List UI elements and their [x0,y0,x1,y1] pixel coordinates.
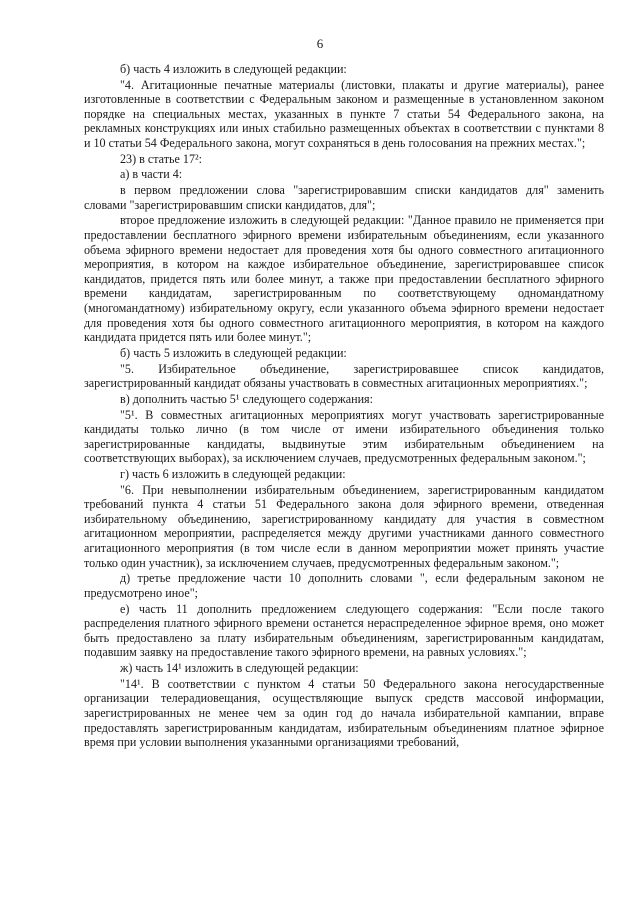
paragraph-amendment-e-part-11: е) часть 11 дополнить предложением следующего содержания: "Если после такого распределения платного эфирного времени останется нераспределенное эфирное время, оно может быть предоставлено за плату избирательным объединениям, зарегистрированным кандидатам, подавшим заявку на предоставление такого эфирного времени, на равных условиях."; [84,601,604,660]
paragraph-second-sentence: второе предложение изложить в следующей редакции: "Данное правило не применяется при предоставлении бесплатного эфирного времени избирательным объединениям, если указанного объема эфирного времени недостает для проведения хотя бы одного совместного агитационного мероприятия, в котором на каждое избирательное объединение, зарегистрировавшее список кандидатов, придется пять или более минут, а также при предоставлении бесплатного эфирного времени кандидатам, зарегистрированным по соответствующему одномандатному (многомандатному) избирательному округу, если указанного объема эфирного времени недостает для проведения хотя бы одного совместного агитационного мероприятия, в котором на каждого кандидата придется пять или более минут."; [84,213,604,345]
page-number: 6 [316,36,324,51]
paragraph-part-5-text: "5. Избирательное объединение, зарегистрировавшее список кандидатов, зарегистрированный кандидат обязаны участвовать в совместных агитационных мероприятиях."; [84,361,604,391]
paragraph-amendment-v-part-5-1: в) дополнить частью 5¹ следующего содержания: [120,391,373,406]
paragraph-part-6-text: "6. При невыполнении избирательным объединением, зарегистрированным кандидатом требований пункта 4 статьи 51 Федерального закона доля эфирного времени, отведенная избирательному объединению, зарегистрированному кандидату для участия в совместном агитационном мероприятии, распределяется между другими участниками данного совместного агитационного мероприятия (в том числе если в данном мероприятии может принять участие только один участник), за исключением случаев, предусмотренных федеральным законом."; [84,482,604,570]
paragraph-part-4-text: "4. Агитационные печатные материалы (листовки, плакаты и другие материалы), ранее изготовленные в соответствии с Федеральным законом и размещенные в установленном законом порядке на специальных местах, указанных в пункте 7 статьи 54 Федерального закона, на рекламных конструкциях или иных стабильно размещенных объектах в соответствии с пунктами 8 и 10 статьи 54 Федерального закона, могут сохраняться в день голосования на прежних местах."; [84,77,604,151]
paragraph-amendment-b-part-4: б) часть 4 изложить в следующей редакции: [120,62,347,76]
paragraph-part-5-1-text: "5¹. В совместных агитационных мероприятиях могут участвовать зарегистрированные кандидаты только лично (в том числе от имени избирательного объединения только зарегистрированные кандидаты, выдвинутые этим избирательным объединением на соответствующих выборах), за исключением случаев, предусмотренных федеральным законом."; [84,407,604,466]
paragraph-item-23: 23) в статье 17²: [120,151,203,166]
paragraph-amendment-d-part-10: д) третье предложение части 10 дополнить словами ", если федеральным законом не предусмотрено иное"; [84,571,604,600]
document-body [84,62,604,750]
paragraph-amendment-zh-part-14-1: ж) часть 14¹ изложить в следующей редакции: [120,661,359,676]
paragraph-amendment-b-part-5: б) часть 5 изложить в следующей редакции: [120,345,347,360]
paragraph-amendment-g-part-6: г) часть 6 изложить в следующей редакции: [120,466,346,481]
paragraph-part-14-1-text: "14¹. В соответствии с пунктом 4 статьи 50 Федерального закона негосударственные организации телерадиовещания, осуществляющие выпуск средств массовой информации, зарегистрированных не менее чем за один год до начала избирательной кампании, вправе предоставлять зарегистрированным кандидатам, избирательным объединениям платное эфирное время при условии выполнения указанными организациями требований, [84,676,604,750]
paragraph-amendment-a-part-4: а) в части 4: [120,167,183,182]
paragraph-first-sentence-replace: в первом предложении слова "зарегистрировавшим списки кандидатов для" заменить словами "зарегистрировавшим списки кандидатов, для"; [84,183,604,212]
